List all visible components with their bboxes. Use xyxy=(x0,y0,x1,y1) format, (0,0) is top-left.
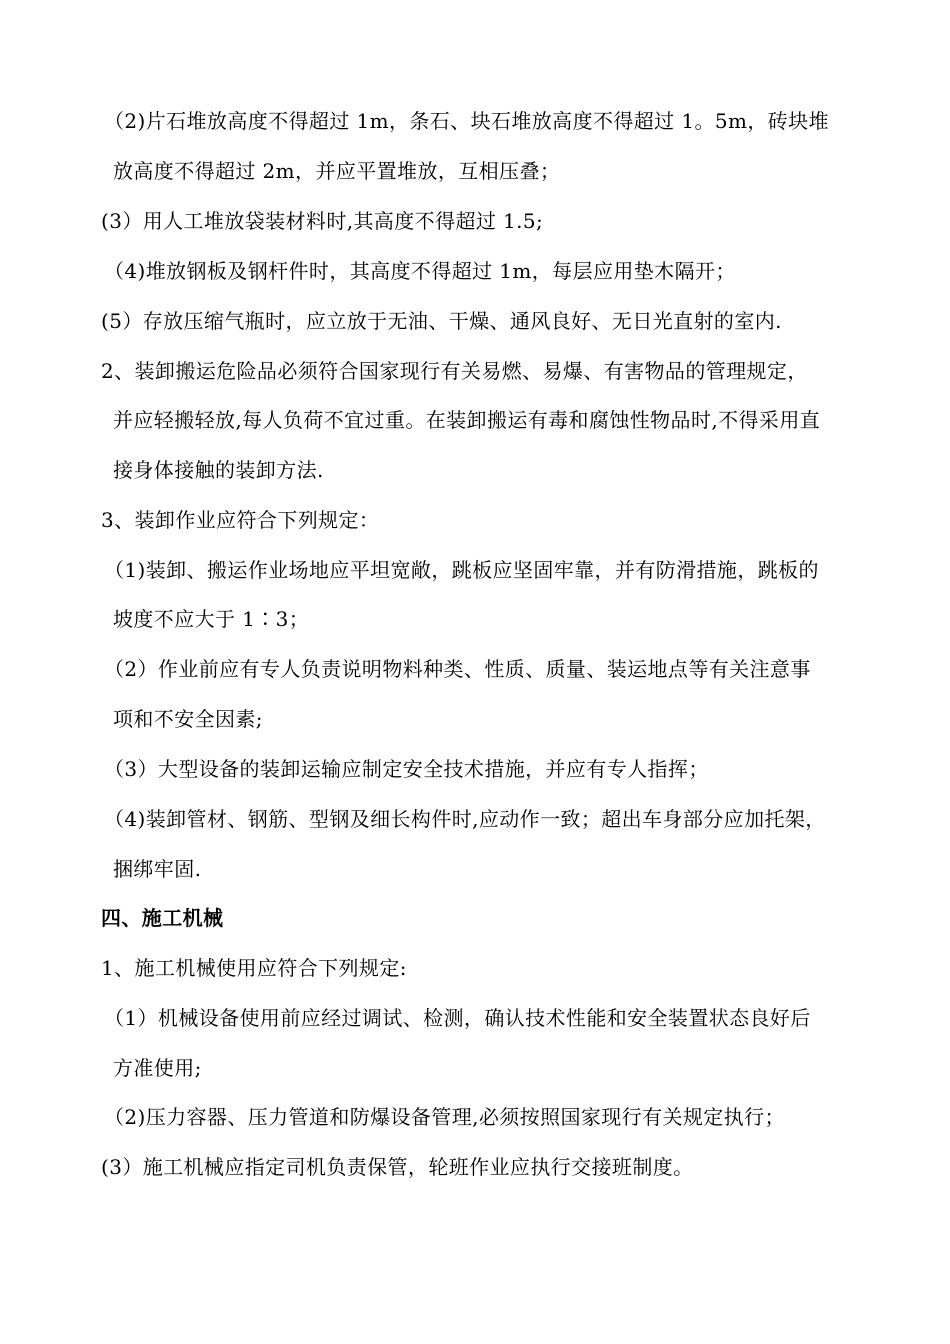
text-line-5: (5）存放压缩气瓶时，应立放于无油、干燥、通风良好、无日光直射的室内. xyxy=(101,309,782,333)
text-line-1: （2)片石堆放高度不得超过 1m，条石、块石堆放高度不得超过 1。5m，砖块堆 xyxy=(104,109,829,133)
text-line-21: （2)压力容器、压力管道和防爆设备管理,必须按照国家现行有关规定执行； xyxy=(104,1105,785,1129)
text-line-10: （1)装卸、搬运作业场地应平坦宽敞，跳板应坚固牢靠，并有防滑措施，跳板的 xyxy=(104,558,819,582)
text-line-22: (3）施工机械应指定司机负责保管，轮班作业应执行交接班制度。 xyxy=(101,1155,694,1179)
text-line-20: 方准使用; xyxy=(113,1056,202,1080)
text-line-11: 坡度不应大于 1∶3； xyxy=(113,607,310,631)
text-line-18: 1、施工机械使用应符合下列规定: xyxy=(101,956,407,980)
text-line-2: 放高度不得超过 2m，并应平置堆放，互相压叠； xyxy=(113,159,561,183)
text-line-16: 捆绑牢固. xyxy=(113,857,202,881)
section-heading: 四、施工机械 xyxy=(101,906,224,930)
text-line-19: （1）机械设备使用前应经过调试、检测，确认技术性能和安全装置状态良好后 xyxy=(104,1006,811,1030)
text-line-3: (3）用人工堆放袋装材料时,其高度不得超过 1.5; xyxy=(101,209,544,233)
text-line-12: （2）作业前应有专人负责说明物料种类、性质、质量、装运地点等有关注意事 xyxy=(104,657,811,681)
text-line-7: 并应轻搬轻放,每人负荷不宜过重。在装卸搬运有毒和腐蚀性物品时,不得采用直 xyxy=(113,408,821,432)
text-line-8: 接身体接触的装卸方法. xyxy=(113,458,324,482)
text-line-9: 3、装卸作业应符合下列规定： xyxy=(101,508,380,532)
text-line-13: 项和不安全因素; xyxy=(113,707,263,731)
text-line-6: 2、装卸搬运危险品必须符合国家现行有关易燃、易爆、有害物品的管理规定， xyxy=(101,359,808,383)
text-line-14: （3）大型设备的装卸运输应制定安全技术措施，并应有专人指挥； xyxy=(104,757,709,781)
text-line-4: （4)堆放钢板及钢杆件时，其高度不得超过 1m，每层应用垫木隔开； xyxy=(104,259,736,283)
text-line-15: （4)装卸管材、钢筋、型钢及细长构件时,应动作一致；超出车身部分应加托架， xyxy=(104,807,826,831)
